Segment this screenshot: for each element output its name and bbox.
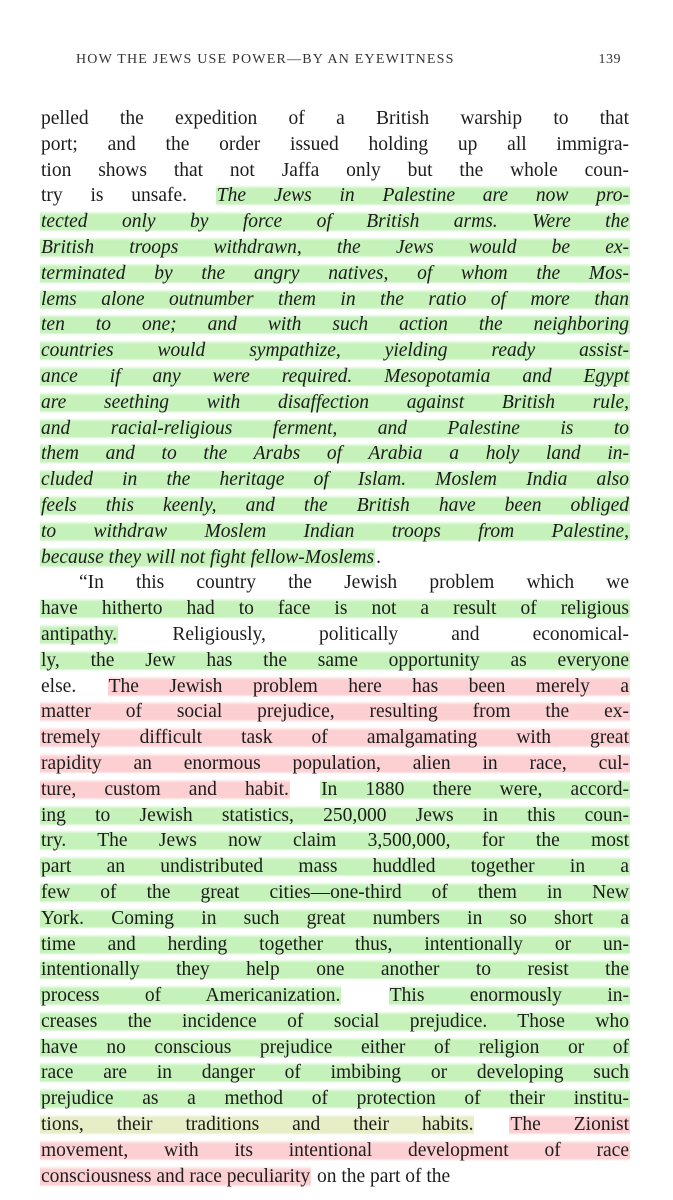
highlight-green: them and to the Arabs of Arabia a holy land in- (41, 443, 629, 465)
text-run (290, 779, 320, 800)
highlight-green: In 1880 there were, accord- (321, 778, 629, 800)
text-line (40, 725, 630, 751)
text-line (40, 132, 630, 158)
highlight-green: process of Americanization. (41, 985, 341, 1007)
text-line (40, 183, 630, 209)
highlight-green: countries would sympathize, yielding ready assist- (41, 340, 629, 362)
highlight-green: race are in danger of imbibing or developing such (41, 1062, 629, 1084)
text-line (40, 1138, 630, 1164)
text-run: else. (41, 675, 107, 697)
highlight-red: consciousness and race peculiarity (41, 1165, 311, 1187)
highlight-green: few of the great cities—one-third of them in New (41, 881, 629, 903)
highlight-red: The Zionist (510, 1114, 629, 1136)
highlight-green: ing to Jewish statistics, 250,000 Jews in this coun- (41, 804, 629, 826)
highlight-red: movement, with its intentional development of race (41, 1139, 629, 1161)
highlight-green: ten to one; and with such action the neighboring (41, 314, 629, 336)
text-run: pelled the expedition of a British warship to that (41, 108, 629, 129)
running-header (40, 50, 633, 74)
paragraph (40, 570, 630, 1189)
text-line (40, 699, 630, 725)
highlight-red: ture, custom and habit. (41, 778, 289, 800)
text-line (40, 777, 630, 803)
text-line (40, 1060, 630, 1086)
text-line (40, 312, 630, 338)
highlight-green: The Jews in Palestine are now pro- (216, 185, 629, 207)
highlight-green: intentionally they help one another to resist the (41, 959, 629, 981)
text-line (40, 674, 630, 700)
text-line (40, 906, 630, 932)
highlight-red: tremely difficult task of amalgamating with great (41, 727, 629, 749)
text-line (40, 493, 630, 519)
text-line (40, 261, 630, 287)
text-run: port; and the order issued holding up all immigra- (41, 133, 629, 155)
highlight-green: cluded in the heritage of Islam. Moslem India also (41, 469, 629, 491)
highlight-green: to withdraw Moslem Indian troops from Palestine, (41, 520, 629, 542)
paragraph (40, 106, 630, 570)
highlight-yellow: tions, their traditions and their habits. (41, 1114, 474, 1136)
text-line (40, 416, 630, 442)
running-title: HOW THE JEWS USE POWER—BY AN EYEWITNESS (76, 52, 455, 67)
highlight-green: lems alone outnumber them in the ratio of more than (41, 288, 629, 310)
highlight-green: prejudice as a method of protection of their institu- (41, 1088, 629, 1110)
article-body (40, 106, 630, 1189)
highlight-green: antipathy. (41, 623, 118, 645)
text-line (40, 648, 630, 674)
text-run: on the part of the (312, 1165, 451, 1187)
highlight-red: rapidity an enormous population, alien in race, cul- (41, 752, 629, 774)
text-run (474, 1114, 509, 1135)
text-line (40, 1112, 630, 1138)
text-line (40, 1164, 630, 1190)
text-line (40, 880, 630, 906)
text-line (40, 803, 630, 829)
text-line (40, 751, 630, 777)
highlight-green: time and herding together thus, intentionally or un- (41, 933, 629, 955)
text-line (40, 1086, 630, 1112)
text-run: Religiously, politically and economical- (119, 623, 629, 645)
highlight-green: and racial-religious ferment, and Palestine is to (41, 417, 629, 439)
highlight-green: part an undistributed mass huddled together in a (41, 856, 629, 878)
text-line (40, 854, 630, 880)
highlight-green: ance if any were required. Mesopotamia and Egypt (41, 365, 629, 387)
text-run: . (376, 546, 381, 568)
highlight-green: have no conscious prejudice either of religion or of (41, 1036, 629, 1058)
highlight-green: creases the incidence of social prejudice. Those who (41, 1010, 629, 1032)
text-line (40, 338, 630, 364)
text-line (40, 287, 630, 313)
highlight-green: feels this keenly, and the British have been obliged (41, 494, 629, 516)
highlight-green: are seething with disaffection against British rule, (41, 391, 629, 413)
highlight-green: have hitherto had to face is not a result of religious (41, 598, 629, 620)
text-run: “In this country the Jewish problem which we (79, 572, 629, 594)
text-line (40, 209, 630, 235)
text-line (40, 390, 630, 416)
highlight-green: tected only by force of British arms. Were the (41, 211, 629, 233)
text-line (40, 622, 630, 648)
text-line (40, 1009, 630, 1035)
highlight-green: British troops withdrawn, the Jews would be ex- (41, 236, 629, 258)
text-run: try is unsafe. (41, 185, 215, 207)
text-line (40, 957, 630, 983)
highlight-red: matter of social prejudice, resulting from the ex- (41, 701, 629, 723)
text-run: tion shows that not Jaffa only but the whole coun- (41, 159, 629, 181)
highlight-red: The Jewish problem here has been merely a (108, 675, 629, 697)
text-line (40, 570, 630, 596)
text-line (40, 364, 630, 390)
text-line (40, 596, 630, 622)
text-line (40, 545, 630, 571)
page-number: 139 (598, 52, 621, 67)
text-line (40, 519, 630, 545)
text-line (40, 983, 630, 1009)
highlight-green: ly, the Jew has the same opportunity as everyone (41, 649, 629, 671)
text-line (40, 158, 630, 184)
text-line (40, 467, 630, 493)
text-line (40, 441, 630, 467)
text-line (40, 235, 630, 261)
highlight-green: This enormously in- (389, 985, 630, 1007)
text-line (40, 932, 630, 958)
text-run (341, 985, 388, 1006)
text-line (40, 1035, 630, 1061)
highlight-green: because they will not fight fellow-Moslems (41, 546, 375, 568)
highlight-green: terminated by the angry natives, of whom the Mos- (41, 262, 629, 284)
text-line (40, 106, 630, 132)
highlight-green: York. Coming in such great numbers in so short a (41, 907, 629, 929)
text-line (40, 828, 630, 854)
highlight-green: try. The Jews now claim 3,500,000, for the most (41, 830, 629, 852)
